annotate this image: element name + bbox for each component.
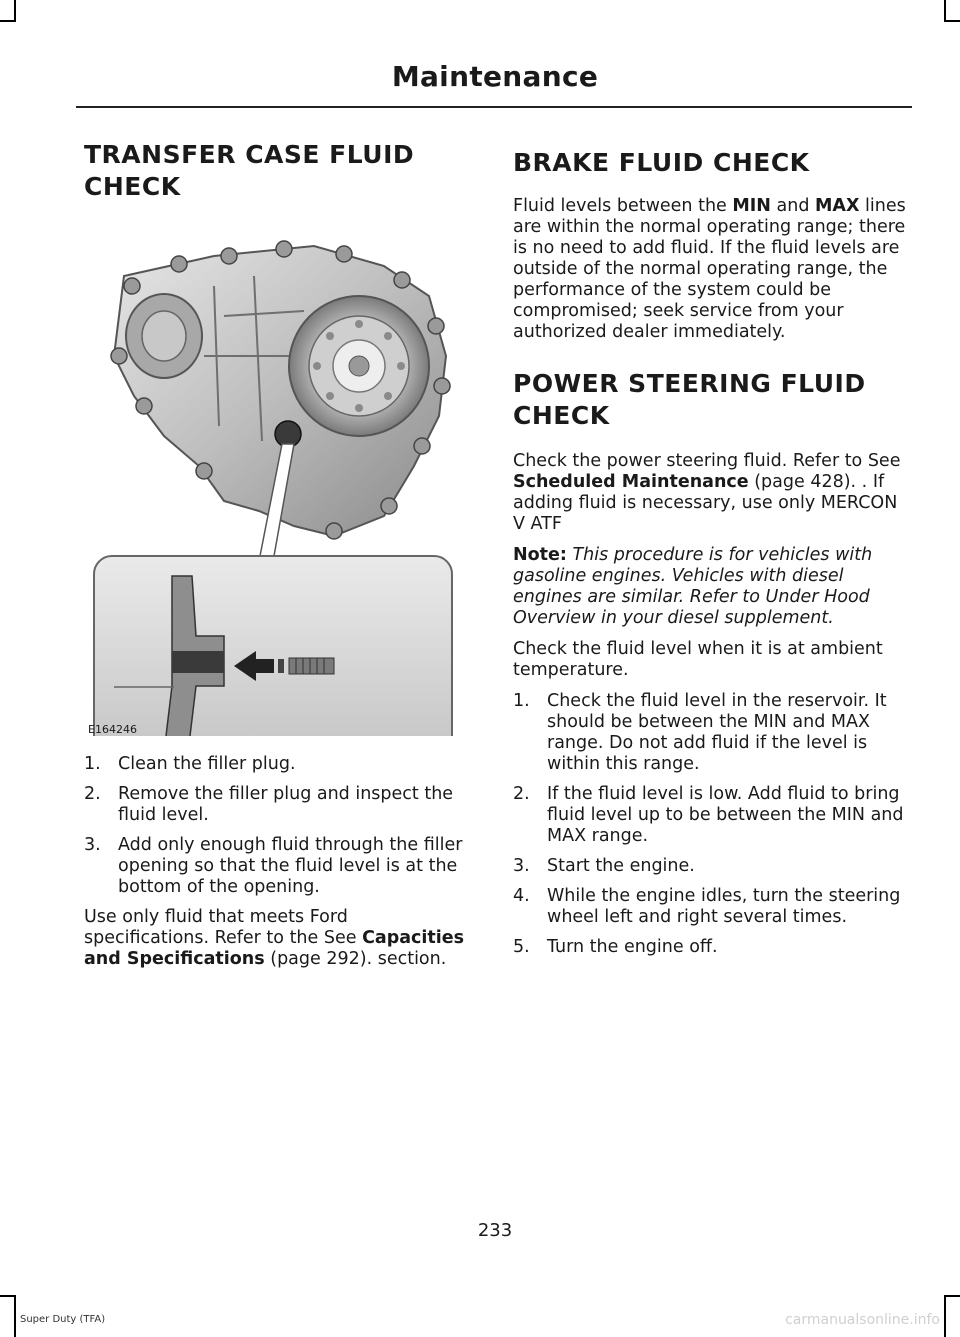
- page-number: 233: [477, 1220, 513, 1241]
- brake-fluid-paragraph: Fluid levels between the MIN and MAX lines are within the normal operating range; there is no need to add fluid. If the fluid levels are outside of the normal operating range, the performance of the system could be compromised; seek service from your authorized dealer immediately.: [513, 196, 906, 342]
- transfer-case-illustration: [84, 216, 456, 736]
- note-paragraph: Note: This procedure is for vehicles with gasoline engines. Vehicles with diesel engines are similar. Refer to Under Hood Overview in your diesel supplement.: [513, 545, 873, 628]
- power-steering-steps: [513, 691, 909, 958]
- header-divider: [76, 106, 912, 108]
- scheduled-maintenance-link[interactable]: Scheduled Maintenance: [513, 472, 749, 492]
- power-steering-heading: POWER STEERING FLUID CHECK: [513, 369, 866, 430]
- crop-mark: [944, 1295, 960, 1297]
- crop-mark: [944, 0, 946, 20]
- page-header-title: Maintenance: [391, 60, 599, 93]
- capacities-link[interactable]: Capacities and Specifications: [84, 928, 465, 969]
- list-item: 1. Check the fluid level in the reservoir. It should be between the MIN and MAX range. Do not add fluid if the level is within this range.: [513, 691, 887, 774]
- list-item: 5. Turn the engine off.: [513, 937, 718, 957]
- left-column: [84, 140, 476, 970]
- transfer-case-diagram: [84, 216, 456, 736]
- list-item: 1. Clean the filler plug.: [84, 754, 296, 774]
- list-item: 2. If the fluid level is low. Add fluid to bring fluid level up to be between the MIN and MAX range.: [513, 784, 904, 846]
- crop-mark: [14, 1295, 16, 1337]
- crop-mark: [944, 20, 960, 22]
- figure-code: E164246: [88, 723, 137, 736]
- brake-fluid-heading: BRAKE FLUID CHECK: [513, 148, 810, 177]
- list-item: 3. Start the engine.: [513, 856, 695, 876]
- crop-mark: [944, 1295, 946, 1337]
- watermark: carmanualsonline.info: [785, 1312, 940, 1328]
- crop-mark: [0, 20, 16, 22]
- transfer-case-heading: TRANSFER CASE FLUID CHECK: [84, 140, 415, 201]
- fluid-spec-paragraph: Use only fluid that meets Ford specifications. Refer to the See Capacities and Specifications (page 292). section.: [84, 907, 465, 969]
- crop-mark: [14, 0, 16, 20]
- list-item: 4. While the engine idles, turn the steering wheel left and right several times.: [513, 886, 901, 927]
- power-steering-paragraph: Check the power steering fluid. Refer to See Scheduled Maintenance (page 428). . If adding fluid is necessary, use only MERCON V ATF: [513, 451, 901, 534]
- list-item: 2. Remove the filler plug and inspect the fluid level.: [84, 784, 454, 825]
- transfer-case-steps: [84, 754, 476, 898]
- footer-model: Super Duty (TFA): [20, 1314, 106, 1325]
- ambient-temperature-paragraph: Check the fluid level when it is at ambient temperature.: [513, 639, 883, 680]
- list-item: 3. Add only enough fluid through the filler opening so that the fluid level is at the bottom of the opening.: [84, 835, 463, 897]
- right-column: [513, 140, 909, 967]
